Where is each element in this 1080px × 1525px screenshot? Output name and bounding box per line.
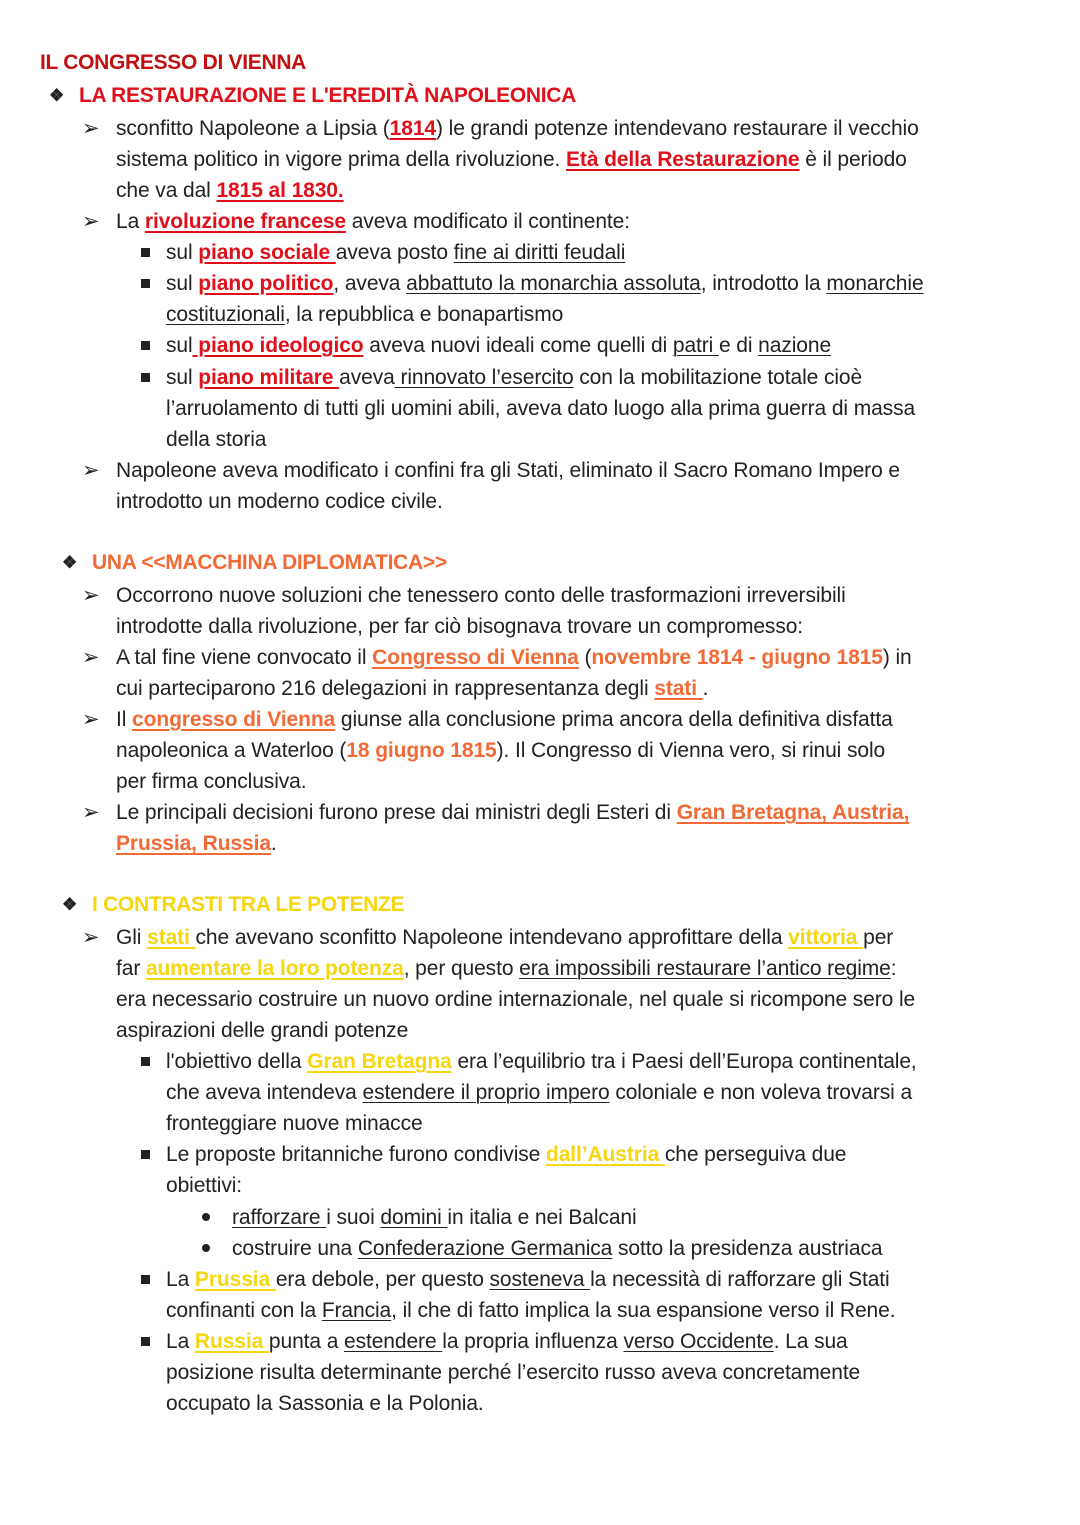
diamond-bullet-icon: ❖	[49, 86, 64, 105]
text-line: che va dal 1815 al 1830.	[116, 179, 344, 202]
text-line: Le proposte britanniche furono condivise dall’Austria che perseguiva due	[166, 1143, 847, 1166]
diamond-bullet-icon: ❖	[62, 553, 77, 572]
text-line: sistema politico in vigore prima della rivoluzione. Età della Restaurazione è il periodo	[116, 148, 907, 171]
text-line: era necessario costruire un nuovo ordine internazionale, nel quale si ricompone sero le	[116, 988, 916, 1011]
text-line: Prussia, Russia.	[116, 832, 277, 855]
text-line: far aumentare la loro potenza, per questo era impossibili restaurare l’antico regime:	[116, 957, 897, 980]
dot-bullet-icon	[202, 1213, 210, 1221]
text-line: l’arruolamento di tutti gli uomini abili, aveva dato luogo alla prima guerra di massa	[166, 397, 916, 420]
text-line: confinanti con la Francia, il che di fatto implica la sua espansione verso il Rene.	[166, 1299, 896, 1322]
text-line: obiettivi:	[166, 1174, 243, 1197]
text-line: occupato la Sassonia e la Polonia.	[166, 1392, 484, 1415]
arrow-bullet-icon: ➢	[82, 646, 100, 669]
arrow-bullet-icon: ➢	[82, 117, 100, 140]
text-line: posizione risulta determinante perché l’esercito russo aveva concretamente	[166, 1361, 861, 1384]
text-line: cui parteciparono 216 delegazioni in rappresentanza degli stati .	[116, 677, 709, 700]
square-bullet-icon	[141, 248, 150, 257]
square-bullet-icon	[141, 373, 150, 382]
arrow-bullet-icon: ➢	[82, 801, 100, 824]
text-line: che aveva intendeva estendere il proprio impero coloniale e non voleva trovarsi a	[166, 1081, 913, 1104]
text-line: Le principali decisioni furono prese dai ministri degli Esteri di Gran Bretagna, Austria,	[116, 801, 910, 824]
text-line: La Prussia era debole, per questo sosteneva la necessità di rafforzare gli Stati	[166, 1268, 890, 1291]
text-line: l'obiettivo della Gran Bretagna era l’equilibrio tra i Paesi dell’Europa continentale,	[166, 1050, 917, 1073]
document-title: IL CONGRESSO DI VIENNA	[40, 51, 307, 74]
section-heading: ❖ LA RESTAURAZIONE E L'EREDITÀ NAPOLEONICA	[49, 84, 577, 107]
text-line: Occorrono nuove soluzioni che tenessero conto delle trasformazioni irreversibili	[116, 584, 846, 607]
arrow-bullet-icon: ➢	[82, 459, 100, 482]
arrow-bullet-icon: ➢	[82, 584, 100, 607]
text-line: introdotto un moderno codice civile.	[116, 490, 443, 513]
arrow-bullet-icon: ➢	[82, 210, 100, 233]
square-bullet-icon	[141, 341, 150, 350]
text-line: della storia	[166, 428, 267, 451]
text-line: costruire una Confederazione Germanica sotto la presidenza austriaca	[232, 1237, 883, 1260]
square-bullet-icon	[141, 1057, 150, 1066]
text-line: Gli stati che avevano sconfitto Napoleone intendevano approfittare della vittoria per	[116, 926, 894, 949]
text-line: sconfitto Napoleone a Lipsia (1814) le grandi potenze intendevano restaurare il vecchio	[116, 117, 919, 140]
arrow-bullet-icon: ➢	[82, 926, 100, 949]
square-bullet-icon	[141, 1337, 150, 1346]
square-bullet-icon	[141, 1150, 150, 1159]
text-line: Napoleone aveva modificato i confini fra gli Stati, eliminato il Sacro Romano Impero e	[116, 459, 900, 482]
square-bullet-icon	[141, 1275, 150, 1284]
text-line: aspirazioni delle grandi potenze	[116, 1019, 409, 1042]
text-line: La rivoluzione francese aveva modificato il continente:	[116, 210, 630, 233]
text-line: costituzionali, la repubblica e bonapartismo	[166, 303, 564, 326]
text-line: sul piano sociale aveva posto fine ai diritti feudali	[166, 241, 626, 264]
section-heading: ❖ I CONTRASTI TRA LE POTENZE	[62, 893, 405, 916]
text-line: napoleonica a Waterloo (18 giugno 1815). Il Congresso di Vienna vero, si rinui solo	[116, 739, 886, 762]
text-line: rafforzare i suoi domini in italia e nei Balcani	[232, 1206, 637, 1229]
text-line: sul piano ideologico aveva nuovi ideali come quelli di patri e di nazione	[166, 334, 832, 357]
text-line: La Russia punta a estendere la propria influenza verso Occidente. La sua	[166, 1330, 848, 1353]
text-line: sul piano politico, aveva abbattuto la monarchia assoluta, introdotto la monarchie	[166, 272, 924, 295]
dot-bullet-icon	[202, 1244, 210, 1252]
text-line: A tal fine viene convocato il Congresso di Vienna (novembre 1814 - giugno 1815) in	[116, 646, 912, 669]
section-heading: ❖ UNA <<MACCHINA DIPLOMATICA>>	[62, 551, 447, 574]
square-bullet-icon	[141, 279, 150, 288]
text-line: sul piano militare aveva rinnovato l’esercito con la mobilitazione totale cioè	[166, 366, 863, 389]
text-line: fronteggiare nuove minacce	[166, 1112, 423, 1135]
text-line: per firma conclusiva.	[116, 770, 307, 793]
text-line: Il congresso di Vienna giunse alla conclusione prima ancora della definitiva disfatta	[116, 708, 893, 731]
text-line: introdotte dalla rivoluzione, per far ciò bisognava trovare un compromesso:	[116, 615, 804, 638]
diamond-bullet-icon: ❖	[62, 895, 77, 914]
arrow-bullet-icon: ➢	[82, 708, 100, 731]
